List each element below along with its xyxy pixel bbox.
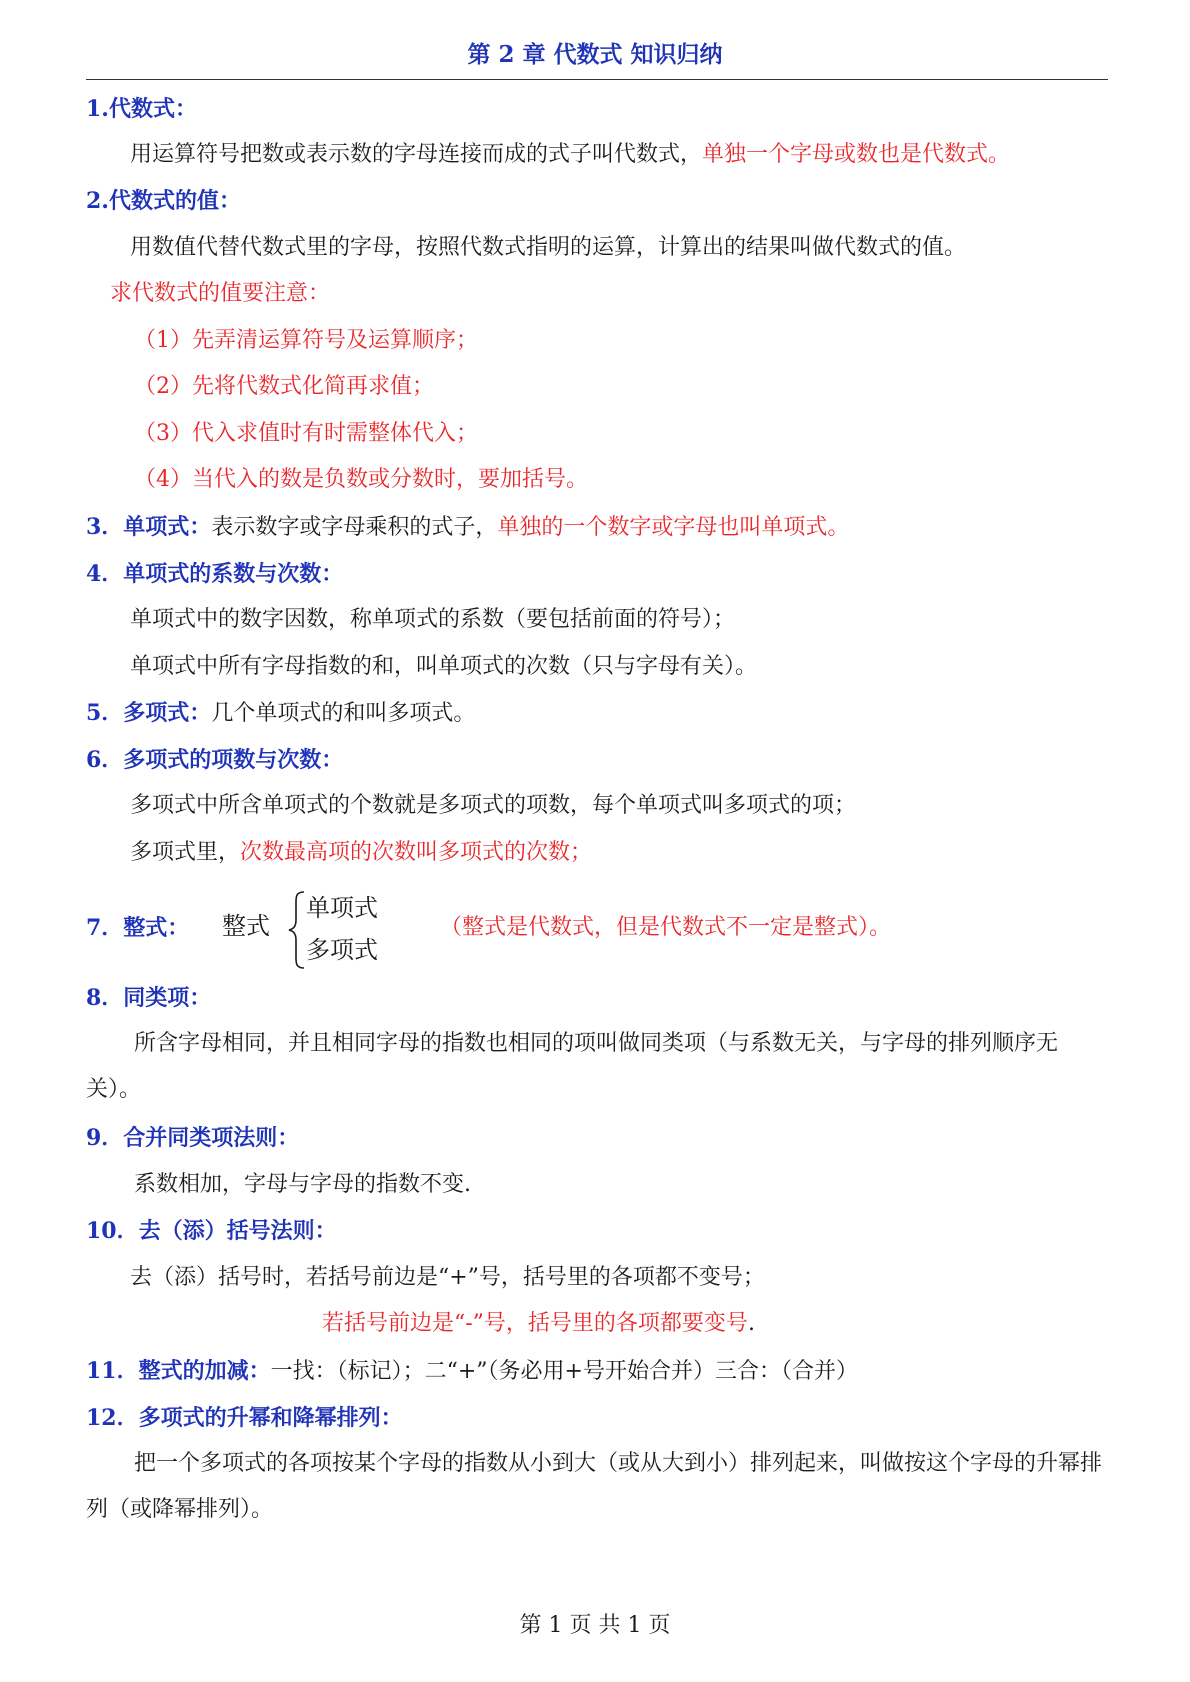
section-7-note: （整式是代数式，但是代数式不一定是整式）。 — [440, 915, 892, 940]
section-6-line-1: 多项式中所含单项式的个数就是多项式的项数，每个单项式叫多项式的项； — [130, 793, 857, 818]
section-11-text: 一找：（标记）；二“+”（务必用+号开始合并）三合：（合并） — [270, 1359, 858, 1384]
left-brace-icon — [286, 890, 308, 970]
title-divider — [86, 79, 1108, 80]
section-6-line-2 — [130, 838, 592, 868]
page-number-footer: 第 1 页 共 1 页 — [519, 1613, 671, 1638]
section-10-heading: 10．去（添）括号法则： — [86, 1218, 337, 1244]
section-4-heading: 4．单项式的系数与次数： — [86, 561, 344, 587]
section-11 — [86, 1356, 858, 1387]
section-2-heading: 2.代数式的值： — [86, 188, 241, 214]
section-9-body: 系数相加，字母与字母的指数不变. — [134, 1172, 471, 1197]
section-10-line-2-end: . — [747, 1311, 755, 1336]
section-12-heading: 12．多项式的升幂和降幂排列： — [86, 1405, 403, 1431]
section-11-heading: 11．整式的加减： — [86, 1358, 271, 1384]
section-10-line-1: 去（添）括号时，若括号前边是“+”号，括号里的各项都不变号； — [130, 1265, 765, 1290]
section-2-item-4: （4）当代入的数是负数或分数时，要加括号。 — [134, 467, 588, 492]
section-3-text: 表示数字或字母乘积的式子， — [211, 515, 498, 540]
section-2-body: 用数值代替代数式里的字母，按照代数式指明的运算，计算出的结果叫做代数式的值。 — [130, 235, 967, 260]
section-2-item-3: （3）代入求值时有时需整体代入； — [134, 421, 478, 446]
section-2-item-1: （1）先弄清运算符号及运算顺序； — [134, 328, 478, 353]
polynomial-branch: 多项式 — [306, 936, 378, 964]
section-6-emphasis: 次数最高项的次数叫多项式的次数； — [240, 840, 593, 865]
section-8-body: 所含字母相同，并且相同字母的指数也相同的项叫做同类项（与系数无关，与字母的排列顺序无关）。 — [86, 1031, 1059, 1102]
section-1-emphasis: 单独一个字母或数也是代数式。 — [702, 142, 1011, 167]
integer-expression-label: 整式 — [222, 912, 270, 940]
section-5-text: 几个单项式的和叫多项式。 — [211, 701, 476, 726]
section-8-heading: 8．同类项： — [86, 985, 212, 1011]
section-6-heading: 6．多项式的项数与次数： — [86, 747, 344, 773]
section-3-heading: 3．单项式： — [86, 514, 212, 540]
document-title: 第 2 章 代数式 知识归纳 — [467, 41, 723, 68]
section-5-heading: 5．多项式： — [86, 700, 212, 726]
section-1-text: 用运算符号把数或表示数的字母连接而成的式子叫代数式， — [130, 142, 703, 167]
section-10-emphasis: 若括号前边是“-”号，括号里的各项都要变号 — [322, 1311, 748, 1336]
section-5 — [86, 698, 475, 729]
section-4-line-2: 单项式中所有字母指数的和，叫单项式的次数（只与字母有关）。 — [130, 654, 758, 679]
section-10-line-2 — [322, 1309, 755, 1339]
section-6-line-2-prefix: 多项式里， — [130, 840, 241, 865]
section-4-line-1: 单项式中的数字因数，称单项式的系数（要包括前面的符号）； — [130, 607, 736, 632]
section-9-heading: 9．合并同类项法则： — [86, 1125, 300, 1151]
section-2-note: 求代数式的值要注意： — [110, 281, 331, 306]
monomial-branch: 单项式 — [306, 894, 378, 922]
section-3 — [86, 512, 849, 543]
section-1-heading: 1.代数式： — [86, 96, 197, 122]
section-12-body: 把一个多项式的各项按某个字母的指数从小到大（或从大到小）排列起来，叫做按这个字母的升幂排列（或降幂排列）。 — [86, 1451, 1103, 1522]
section-3-emphasis: 单独的一个数字或字母也叫单项式。 — [497, 515, 850, 540]
section-1-body — [130, 140, 1010, 170]
section-2-item-2: （2）先将代数式化简再求值； — [134, 374, 434, 399]
section-7-heading: 7．整式： — [86, 915, 190, 941]
